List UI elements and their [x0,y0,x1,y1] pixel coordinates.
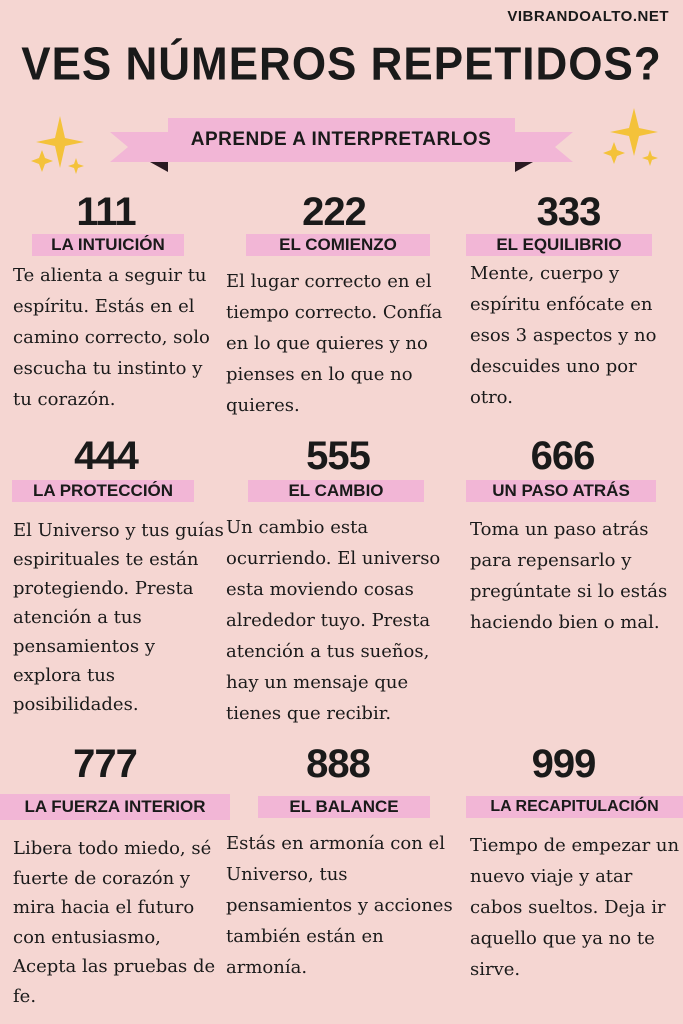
subtitle-ribbon [110,118,573,174]
number-card-555 [222,434,462,734]
card-text: Estás en armonía con el Universo, tus pensamientos y acciones también están en armonía. [226,833,453,978]
card-label: EL BALANCE [258,796,430,818]
card-text: Toma un paso atrás para repensarlo y pregúntate si lo estás haciendo bien o mal. [470,519,668,633]
number-card-111 [0,186,228,416]
subtitle: APRENDE A INTERPRETARLOS [190,129,492,150]
site-name: VIBRANDOALTO.NET [507,8,669,25]
number-card-777 [0,742,230,1024]
number-card-666 [466,434,683,724]
card-text: El lugar correcto en el tiempo correcto. Confía en lo que quieres y no pienses en lo que no quieres. [226,271,443,416]
card-label: LA FUERZA INTERIOR [0,794,230,820]
card-text: El Universo y tus guías espirituales te están protegiendo. Presta atención a tus pensamientos y explora tus posibilidades. [13,520,224,715]
card-label: EL EQUILIBRIO [466,234,652,256]
card-label: LA PROTECCIÓN [12,480,194,502]
number: 111 [76,190,136,234]
number-card-333 [466,186,683,416]
card-text: Te alienta a seguir tu espíritu. Estás en el camino correcto, solo escucha tu instinto y tu corazón. [13,265,210,410]
card-text: Mente, cuerpo y espíritu enfócate en esos 3 aspectos y no descuides uno por otro. [470,263,657,408]
number-card-888 [222,742,462,1024]
number: 222 [302,190,366,234]
number-card-999 [464,742,683,1024]
number: 444 [74,434,138,478]
number-card-222 [226,186,462,416]
page-title: VES NÚMEROS REPETIDOS? [21,38,662,91]
card-label: LA INTUICIÓN [32,234,184,256]
card-text: Un cambio esta ocurriendo. El universo esta moviendo cosas alrededor tuyo. Presta atención a tus sueños, hay un mensaje que tienes que recibir. [226,517,441,724]
sparkle-icon [598,104,668,176]
number-card-444 [0,434,228,724]
card-label: LA RECAPITULACIÓN [466,796,683,818]
number: 555 [306,434,370,478]
card-text: Libera todo miedo, sé fuerte de corazón y mira hacia el futuro con entusiasmo, Acepta las pruebas de fe. [13,838,216,1007]
card-text: Tiempo de empezar un nuevo viaje y atar cabos sueltos. Deja ir aquello que ya no te sirve. [470,835,680,980]
number: 666 [530,434,595,478]
card-label: EL CAMBIO [248,480,424,502]
card-label: EL COMIENZO [246,234,430,256]
number: 777 [73,742,137,786]
sparkle-icon [26,112,96,184]
number: 333 [536,190,601,234]
card-label: UN PASO ATRÁS [466,480,656,502]
number: 888 [306,742,370,786]
number: 999 [531,742,596,786]
